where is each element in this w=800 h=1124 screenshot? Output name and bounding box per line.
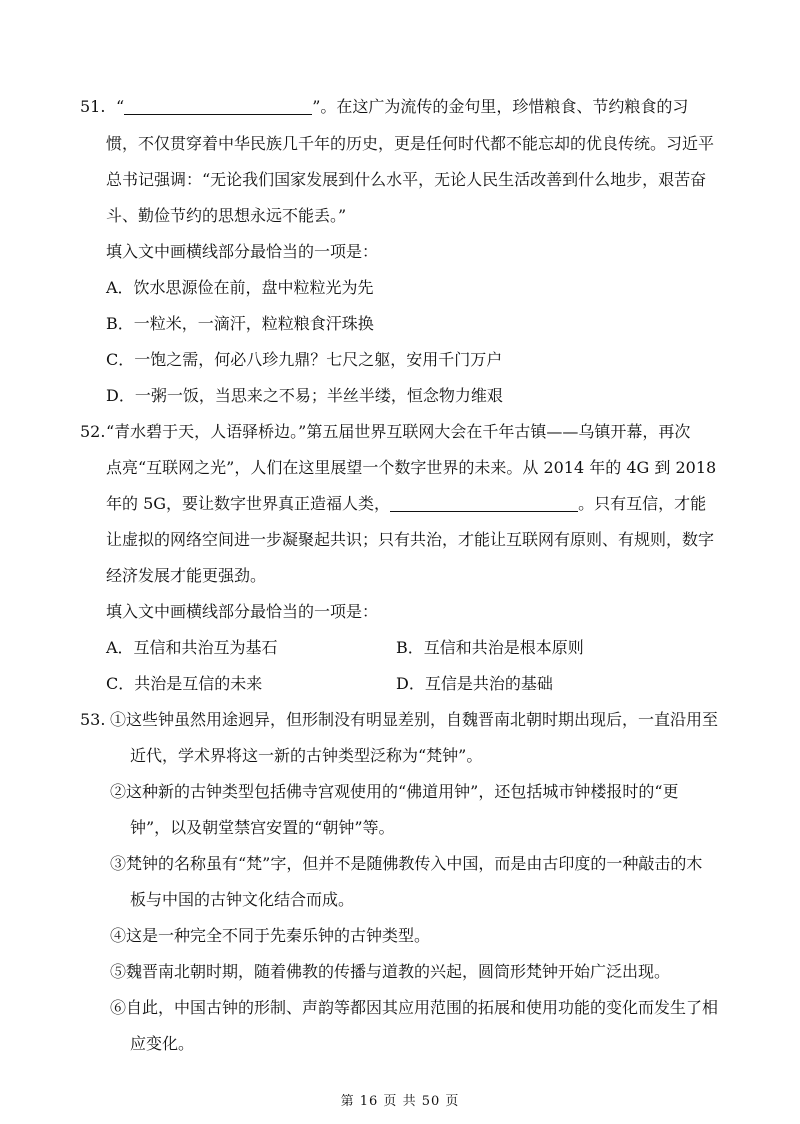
- question-prompt: 填入文中画横线部分最恰当的一项是：: [106, 602, 379, 621]
- option-d: D．一粥一饭，当思来之不易；半丝半缕，恒念物力维艰: [106, 386, 503, 405]
- sentence-line: ④这是一种完全不同于先秦乐钟的古钟类型。: [110, 926, 431, 945]
- stem-line: 让虚拟的网络空间进一步凝聚起共识；只有共治，才能让互联网有原则、有规则，数字: [106, 530, 715, 549]
- stem-line: 斗、勤俭节约的思想永远不能丢。”: [106, 206, 347, 225]
- stem-line: “ ”。在这广为流传的金句里，珍惜粮食、节约粮食的习: [116, 97, 689, 116]
- stem-line: 点亮“互联网之光”，人们在这里展望一个数字世界的未来。从 2014 年的 4G 到 2018: [106, 458, 717, 477]
- question-number: 51.: [80, 97, 106, 116]
- stem-line: 惯，不仅贯穿着中华民族几千年的历史，更是任何时代都不能忘却的优良传统。习近平: [106, 134, 715, 153]
- sentence-line: ③梵钟的名称虽有“梵”字，但并不是随佛教传入中国，而是由古印度的一种敲击的木: [110, 854, 703, 873]
- question-number: 52.: [80, 422, 106, 441]
- question-number: 53.: [80, 710, 106, 729]
- option-c: C．一饱之需，何必八珍九鼎？七尺之躯，安用千门万户: [106, 350, 503, 369]
- option-d: D．互信是共治的基础: [396, 674, 553, 693]
- option-b: B．一粒米，一滴汗，粒粒粮食汗珠换: [106, 314, 374, 333]
- question-prompt: 填入文中画横线部分最恰当的一项是：: [106, 242, 379, 261]
- sentence-line: ⑥自此，中国古钟的形制、声韵等都因其应用范围的拓展和使用功能的变化而发生了相: [110, 998, 719, 1017]
- answer-blank: [124, 98, 312, 115]
- sentence-line: ②这种新的古钟类型包括佛寺宫观使用的“佛道用钟”，还包括城市钟楼报时的“更: [110, 782, 679, 801]
- sentence-line: ⑤魏晋南北朝时期，随着佛教的传播与道教的兴起，圆筒形梵钟开始广泛出现。: [110, 962, 671, 981]
- option-a: A．饮水思源俭在前，盘中粒粒光为先: [106, 278, 374, 297]
- page-footer: 第 16 页 共 50 页: [340, 1094, 460, 1109]
- sentence-line: 应变化。: [130, 1034, 195, 1053]
- option-a: A．互信和共治互为基石: [106, 638, 278, 657]
- sentence-line: ①这些钟虽然用途迥异，但形制没有明显差别，自魏晋南北朝时期出现后，一直沿用至: [110, 710, 719, 729]
- stem-line: 总书记强调：“无论我们国家发展到什么水平，无论人民生活改善到什么地步，艰苦奋: [106, 170, 707, 189]
- sentence-line: 近代，学术界将这一新的古钟类型泛称为“梵钟”。: [130, 746, 483, 765]
- stem-line: 年的 5G，要让数字世界真正造福人类， 。只有互信，才能: [106, 494, 707, 513]
- option-b: B．互信和共治是根本原则: [396, 638, 584, 657]
- answer-blank: [390, 495, 578, 512]
- option-c: C．共治是互信的未来: [106, 674, 263, 693]
- sentence-line: 钟”，以及朝堂禁宫安置的“朝钟”等。: [130, 818, 395, 837]
- stem-line: “青水碧于天，人语驿桥边。”第五届世界互联网大会在千年古镇——乌镇开幕，再次: [106, 422, 691, 441]
- sentence-line: 板与中国的古钟文化结合而成。: [130, 890, 355, 909]
- stem-line: 经济发展才能更强劲。: [106, 566, 267, 585]
